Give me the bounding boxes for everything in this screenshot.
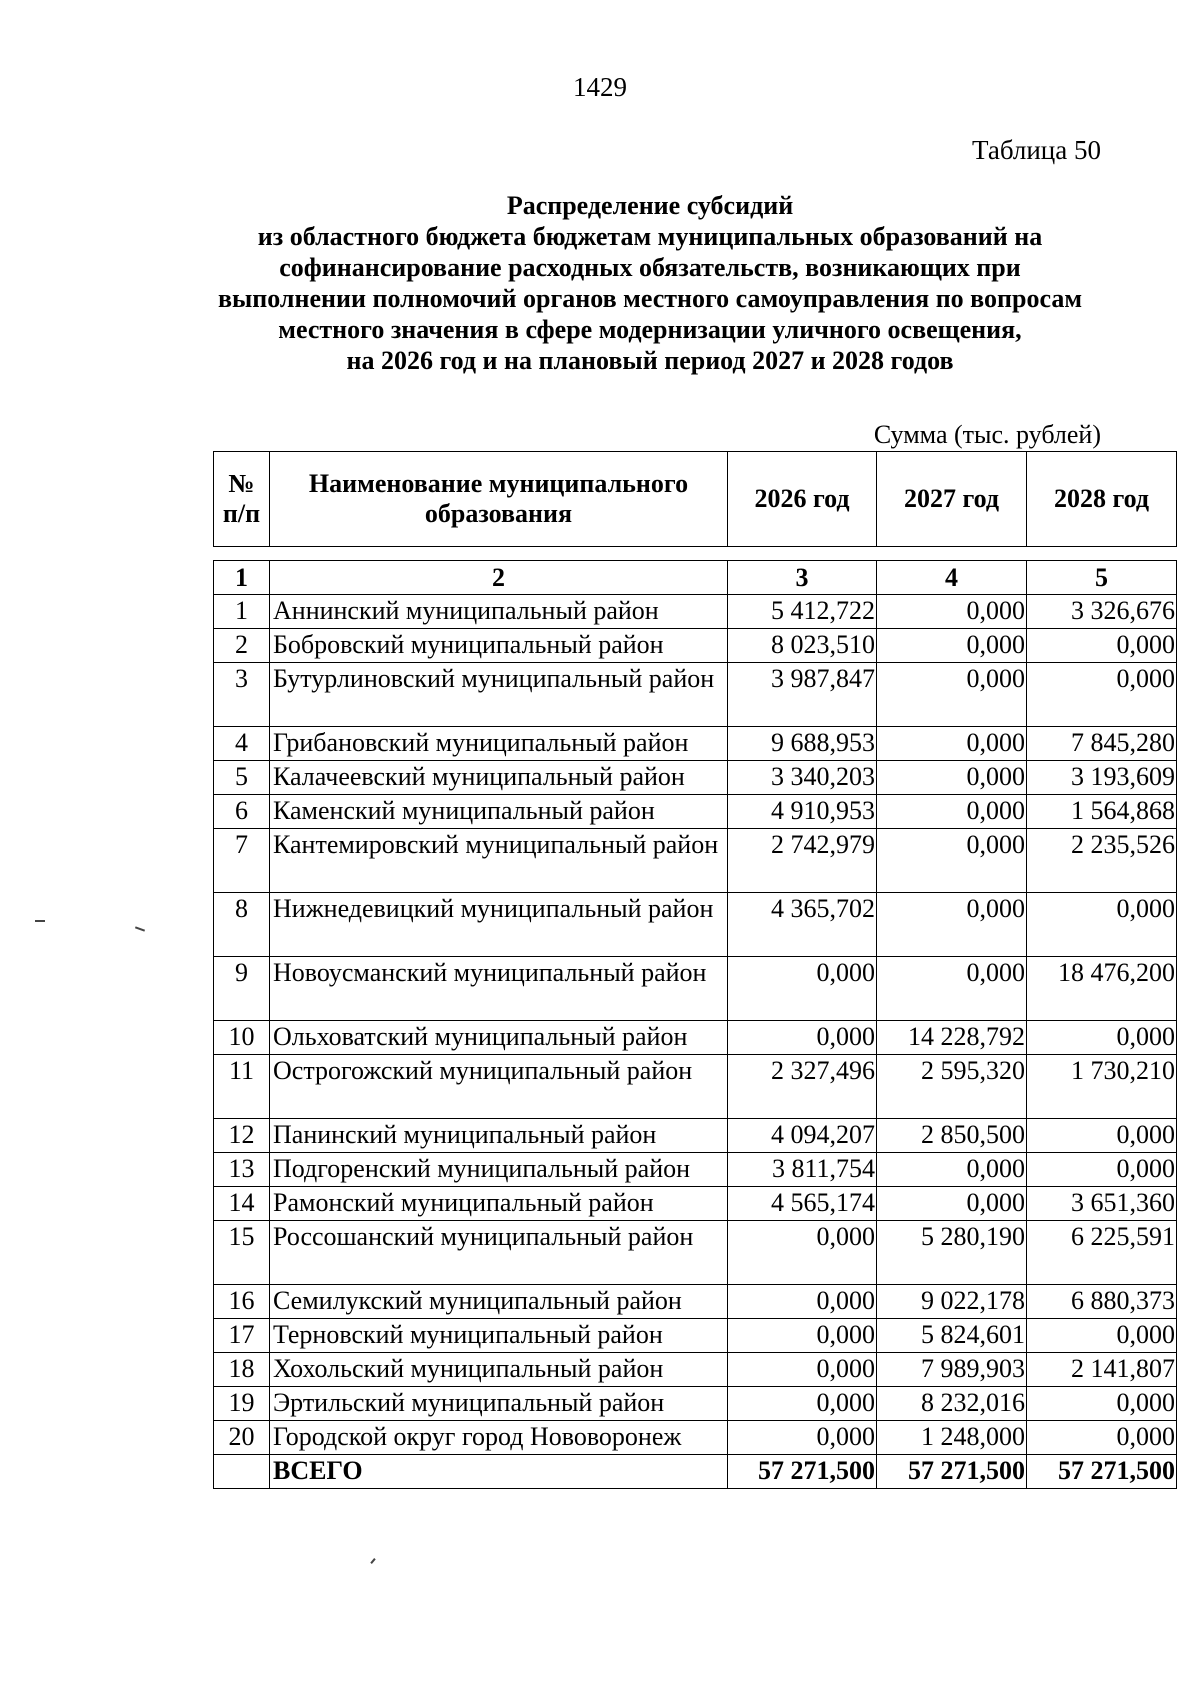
value-2028: 1 730,210 bbox=[1027, 1055, 1177, 1119]
row-number: 14 bbox=[214, 1187, 270, 1221]
table-row bbox=[214, 829, 1177, 893]
row-number: 20 bbox=[214, 1421, 270, 1455]
scan-mark bbox=[370, 1558, 375, 1564]
value-2026: 0,000 bbox=[728, 1285, 877, 1319]
value-2026: 9 688,953 bbox=[728, 727, 877, 761]
value-2027: 9 022,178 bbox=[877, 1285, 1027, 1319]
value-2027: 0,000 bbox=[877, 629, 1027, 663]
table-row bbox=[214, 1285, 1177, 1319]
value-2028: 57 271,500 bbox=[1027, 1455, 1177, 1489]
value-2027: 2 850,500 bbox=[877, 1119, 1027, 1153]
column-number: 1 bbox=[214, 561, 270, 595]
value-2027: 0,000 bbox=[877, 727, 1027, 761]
title-line: местного значения в сфере модернизации уличного освещения, bbox=[278, 315, 1022, 344]
value-2028: 2 141,807 bbox=[1027, 1353, 1177, 1387]
table-row bbox=[214, 595, 1177, 629]
table-row bbox=[214, 629, 1177, 663]
value-2026: 57 271,500 bbox=[728, 1455, 877, 1489]
municipality-name: Калачеевский муниципальный район bbox=[270, 761, 728, 795]
table-row bbox=[214, 1119, 1177, 1153]
header-name: Наименование муниципального образования bbox=[270, 452, 728, 547]
value-2028: 0,000 bbox=[1027, 629, 1177, 663]
value-2028: 0,000 bbox=[1027, 1153, 1177, 1187]
value-2026: 2 327,496 bbox=[728, 1055, 877, 1119]
row-number: 10 bbox=[214, 1021, 270, 1055]
municipality-name: Аннинский муниципальный район bbox=[270, 595, 728, 629]
row-number: 4 bbox=[214, 727, 270, 761]
value-2028: 0,000 bbox=[1027, 663, 1177, 727]
value-2027: 0,000 bbox=[877, 595, 1027, 629]
title-line: выполнении полномочий органов местного самоуправления по вопросам bbox=[217, 284, 1083, 313]
table-row bbox=[214, 1055, 1177, 1119]
value-2028: 18 476,200 bbox=[1027, 957, 1177, 1021]
row-number: 3 bbox=[214, 663, 270, 727]
column-number: 2 bbox=[270, 561, 728, 595]
document-title bbox=[180, 190, 1120, 376]
row-number: 12 bbox=[214, 1119, 270, 1153]
value-2026: 0,000 bbox=[728, 1353, 877, 1387]
row-number: 8 bbox=[214, 893, 270, 957]
value-2027: 0,000 bbox=[877, 663, 1027, 727]
table-row bbox=[214, 1319, 1177, 1353]
header-2028: 2028 год bbox=[1027, 452, 1177, 547]
value-2027: 2 595,320 bbox=[877, 1055, 1027, 1119]
table-row bbox=[214, 957, 1177, 1021]
row-number: 17 bbox=[214, 1319, 270, 1353]
value-2026: 3 340,203 bbox=[728, 761, 877, 795]
value-2027: 57 271,500 bbox=[877, 1455, 1027, 1489]
municipality-name: Бутурлиновский муниципальный район bbox=[270, 663, 728, 727]
municipality-name: Хохольский муниципальный район bbox=[270, 1353, 728, 1387]
title-line: софинансирование расходных обязательств, возникающих при bbox=[279, 253, 1021, 282]
value-2028: 3 651,360 bbox=[1027, 1187, 1177, 1221]
municipality-name: Нижнедевицкий муниципальный район bbox=[270, 893, 728, 957]
table-row bbox=[214, 893, 1177, 957]
value-2028: 0,000 bbox=[1027, 1421, 1177, 1455]
table-row bbox=[214, 1187, 1177, 1221]
row-number: 1 bbox=[214, 595, 270, 629]
municipality-name: Россошанский муниципальный район bbox=[270, 1221, 728, 1285]
column-number: 4 bbox=[877, 561, 1027, 595]
municipality-name: Панинский муниципальный район bbox=[270, 1119, 728, 1153]
value-2026: 4 094,207 bbox=[728, 1119, 877, 1153]
column-number: 3 bbox=[728, 561, 877, 595]
value-2026: 3 987,847 bbox=[728, 663, 877, 727]
table-row bbox=[214, 1387, 1177, 1421]
value-2027: 1 248,000 bbox=[877, 1421, 1027, 1455]
page-number: 1429 bbox=[573, 72, 627, 102]
row-number: 7 bbox=[214, 829, 270, 893]
value-2027: 0,000 bbox=[877, 761, 1027, 795]
municipality-name: ВСЕГО bbox=[270, 1455, 728, 1489]
title-line: на 2026 год и на плановый период 2027 и 2028 годов bbox=[346, 346, 954, 375]
column-number: 5 bbox=[1027, 561, 1177, 595]
value-2026: 8 023,510 bbox=[728, 629, 877, 663]
value-2027: 0,000 bbox=[877, 1187, 1027, 1221]
table-row bbox=[214, 727, 1177, 761]
value-2026: 5 412,722 bbox=[728, 595, 877, 629]
table-row bbox=[214, 761, 1177, 795]
value-2026: 4 565,174 bbox=[728, 1187, 877, 1221]
value-2026: 4 910,953 bbox=[728, 795, 877, 829]
data-table bbox=[213, 560, 1177, 1489]
value-2027: 14 228,792 bbox=[877, 1021, 1027, 1055]
row-number: 6 bbox=[214, 795, 270, 829]
value-2028: 0,000 bbox=[1027, 1021, 1177, 1055]
municipality-name: Каменский муниципальный район bbox=[270, 795, 728, 829]
header-num: № п/п bbox=[214, 452, 270, 547]
table-row bbox=[214, 1353, 1177, 1387]
value-2028: 3 193,609 bbox=[1027, 761, 1177, 795]
value-2027: 5 824,601 bbox=[877, 1319, 1027, 1353]
municipality-name: Грибановский муниципальный район bbox=[270, 727, 728, 761]
value-2026: 4 365,702 bbox=[728, 893, 877, 957]
table-label: Таблица 50 bbox=[972, 135, 1101, 165]
municipality-name: Бобровский муниципальный район bbox=[270, 629, 728, 663]
value-2028: 2 235,526 bbox=[1027, 829, 1177, 893]
table-row bbox=[214, 1221, 1177, 1285]
municipality-name: Острогожский муниципальный район bbox=[270, 1055, 728, 1119]
municipality-name: Ольховатский муниципальный район bbox=[270, 1021, 728, 1055]
municipality-name: Терновский муниципальный район bbox=[270, 1319, 728, 1353]
value-2028: 0,000 bbox=[1027, 1319, 1177, 1353]
value-2026: 0,000 bbox=[728, 1387, 877, 1421]
table-row bbox=[214, 663, 1177, 727]
scan-mark bbox=[135, 926, 145, 931]
value-2027: 5 280,190 bbox=[877, 1221, 1027, 1285]
title-line: Распределение субсидий bbox=[506, 191, 794, 220]
value-2027: 0,000 bbox=[877, 893, 1027, 957]
value-2028: 0,000 bbox=[1027, 1387, 1177, 1421]
row-number: 9 bbox=[214, 957, 270, 1021]
row-number: 15 bbox=[214, 1221, 270, 1285]
value-2026: 0,000 bbox=[728, 1319, 877, 1353]
table-row bbox=[214, 1153, 1177, 1187]
value-2028: 0,000 bbox=[1027, 1119, 1177, 1153]
header-2027: 2027 год bbox=[877, 452, 1027, 547]
column-numbers-row bbox=[214, 561, 1177, 595]
row-number: 19 bbox=[214, 1387, 270, 1421]
table-header bbox=[213, 451, 1177, 547]
value-2028: 0,000 bbox=[1027, 893, 1177, 957]
value-2028: 3 326,676 bbox=[1027, 595, 1177, 629]
value-2028: 6 880,373 bbox=[1027, 1285, 1177, 1319]
municipality-name: Кантемировский муниципальный район bbox=[270, 829, 728, 893]
table-row bbox=[214, 795, 1177, 829]
value-2026: 0,000 bbox=[728, 1221, 877, 1285]
header-2026: 2026 год bbox=[728, 452, 877, 547]
municipality-name: Городской округ город Нововоронеж bbox=[270, 1421, 728, 1455]
value-2026: 0,000 bbox=[728, 1021, 877, 1055]
total-row bbox=[214, 1455, 1177, 1489]
row-number: 2 bbox=[214, 629, 270, 663]
title-line: из областного бюджета бюджетам муниципальных образований на bbox=[257, 222, 1043, 251]
value-2027: 7 989,903 bbox=[877, 1353, 1027, 1387]
value-2027: 0,000 bbox=[877, 957, 1027, 1021]
value-2026: 0,000 bbox=[728, 1421, 877, 1455]
row-number: 5 bbox=[214, 761, 270, 795]
table-row bbox=[214, 1421, 1177, 1455]
value-2027: 0,000 bbox=[877, 829, 1027, 893]
value-2028: 6 225,591 bbox=[1027, 1221, 1177, 1285]
value-2028: 1 564,868 bbox=[1027, 795, 1177, 829]
row-number: 18 bbox=[214, 1353, 270, 1387]
value-2027: 0,000 bbox=[877, 1153, 1027, 1187]
municipality-name: Новоусманский муниципальный район bbox=[270, 957, 728, 1021]
row-number: 13 bbox=[214, 1153, 270, 1187]
municipality-name: Эртильский муниципальный район bbox=[270, 1387, 728, 1421]
value-2026: 0,000 bbox=[728, 957, 877, 1021]
scan-mark bbox=[35, 920, 45, 922]
value-2026: 3 811,754 bbox=[728, 1153, 877, 1187]
row-number: 16 bbox=[214, 1285, 270, 1319]
municipality-name: Рамонский муниципальный район bbox=[270, 1187, 728, 1221]
municipality-name: Семилукский муниципальный район bbox=[270, 1285, 728, 1319]
row-number bbox=[214, 1455, 270, 1489]
value-2027: 0,000 bbox=[877, 795, 1027, 829]
row-number: 11 bbox=[214, 1055, 270, 1119]
units-label: Сумма (тыс. рублей) bbox=[873, 420, 1101, 449]
table-row bbox=[214, 1021, 1177, 1055]
value-2027: 8 232,016 bbox=[877, 1387, 1027, 1421]
value-2026: 2 742,979 bbox=[728, 829, 877, 893]
municipality-name: Подгоренский муниципальный район bbox=[270, 1153, 728, 1187]
value-2028: 7 845,280 bbox=[1027, 727, 1177, 761]
